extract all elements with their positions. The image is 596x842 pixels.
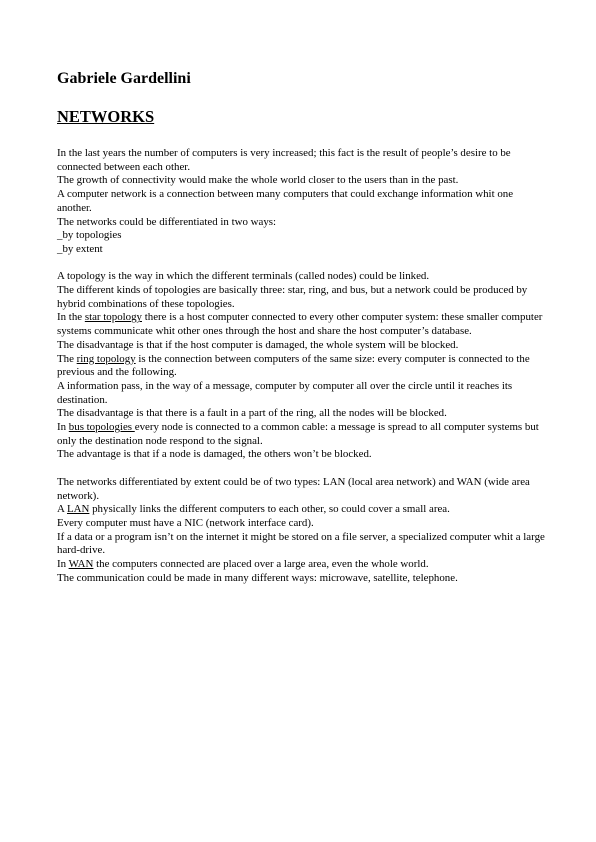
wan-paragraph [57,558,547,572]
wan-description: the computers connected are placed over a large area, even the whole world. [93,558,429,571]
lan-paragraph [57,503,547,517]
topology-kinds: The different kinds of topologies are basically three: star, ring, and bus, but a network could be produced by hybrid combinations of these topologies. [57,284,528,310]
ring-prefix: The [57,352,77,365]
extent-types: The networks differentiated by extent could be of two types: LAN (local area network) and WAN (wide area network). [57,475,530,502]
star-topology-term: star topology [84,311,142,324]
wan-term: WAN [68,558,94,571]
document-body [57,147,547,585]
section-spacer [57,462,547,476]
intro-paragraph-4: The networks could be differentiated in two ways: [57,215,277,228]
topology-definition: A topology is the way in which the different terminals (called nodes) could be linked. [57,270,430,283]
intro-list-item-topologies: _by topologies [57,229,122,242]
intro-paragraph-3: A computer network is a connection between many computers that could exchange information whit one another. [57,188,514,214]
ring-information: A information pass, in the way of a message, computer by computer all over the circle until it reaches its destination. [57,379,513,406]
bus-description: every node is connected to a common cable: a message is spread to all computer systems but only the destination node respond to the signal. [57,421,539,447]
bus-prefix: In [57,421,69,434]
bus-topology-paragraph [57,421,547,448]
author-name: Gabriele Gardellini [57,70,191,87]
star-description: there is a host computer connected to every other computer system: these smaller computer systems communicate whit other ones through the host and share the host computer’s database. [57,311,543,338]
lan-prefix: A [57,503,67,516]
bus-advantage: The advantage is that if a node is damaged, the others won’t be blocked. [57,448,372,461]
section-spacer [57,257,547,271]
nic-requirement: Every computer must have a NIC (network interface card). [57,516,314,529]
wan-prefix: In [57,558,69,571]
communication-paragraph: The communication could be made in many different ways: microwave, satellite, telephone. [57,571,458,584]
document-title: NETWORKS [57,107,155,126]
file-server-paragraph: If a data or a program isn’t on the internet it might be stored on a file server, a specialized computer whit a large hard-drive. [57,530,545,557]
intro-list-item-extent: _by extent [57,242,103,255]
ring-topology-term: ring topology [76,352,136,365]
star-prefix: In the [57,311,85,324]
ring-disadvantage: The disadvantage is that there is a fault in a part of the ring, all the nodes will be blocked. [57,407,447,420]
bus-topology-term: bus topologies [68,421,135,434]
intro-paragraph-2: The growth of connectivity would make the whole world closer to the users than in the past. [57,174,459,187]
star-disadvantage: The disadvantage is that if the host computer is damaged, the whole system will be blocked. [57,338,459,351]
ring-topology-paragraph [57,353,547,380]
lan-term: LAN [67,503,90,516]
intro-paragraph-1: In the last years the number of computers is very increased; this fact is the result of people’s desire to be connected between each other. [57,147,511,173]
ring-description: is the connection between computers of the same size: every computer is connected to the previous and the following. [57,352,530,379]
lan-description: physically links the different computers to each other, so could cover a small area. [89,503,450,516]
star-topology-paragraph [57,311,547,338]
